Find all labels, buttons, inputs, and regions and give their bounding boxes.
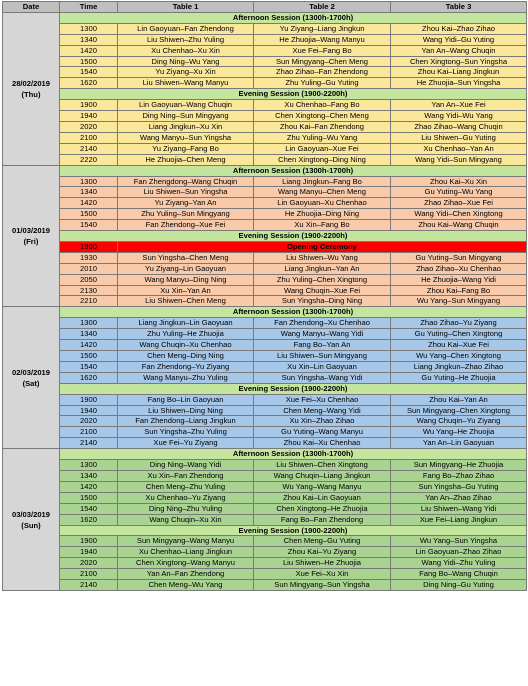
table-2-match: Sun Mingyang–Chen Meng xyxy=(254,56,391,67)
date-text: 01/03/2019 xyxy=(11,225,50,235)
table-2-match: Xu Xin–Lin Gaoyuan xyxy=(254,361,391,372)
table-3-match: Sun Mingyang–Chen Xingtong xyxy=(391,405,527,416)
table-2-match: Chen Meng–Gu Yuting xyxy=(254,536,391,547)
table-2-match: Xu Chenhao–Fang Bo xyxy=(254,100,391,111)
table-3-match: Wu Yang–He Zhuojia xyxy=(391,427,527,438)
time-cell: 1500 xyxy=(60,351,118,362)
table-3-match: Lin Gaoyuan–Zhao Zihao xyxy=(391,547,527,558)
match-row xyxy=(3,470,527,481)
table-2-match: Zhu Yuling–Chen Xingtong xyxy=(254,274,391,285)
table-2-match: Liang Jingkun–Yan An xyxy=(254,263,391,274)
session-row xyxy=(3,525,527,536)
table-1-match: Chen Xingtong–Wang Manyu xyxy=(118,558,254,569)
time-cell: 1500 xyxy=(60,492,118,503)
table-2-match: Fang Bo–Fan Zhendong xyxy=(254,514,391,525)
time-cell: 1300 xyxy=(60,460,118,471)
time-cell: 1500 xyxy=(60,56,118,67)
time-cell: 2020 xyxy=(60,121,118,132)
table-3-match: Sun Mingyang–He Zhuojia xyxy=(391,460,527,471)
time-cell: 1540 xyxy=(60,361,118,372)
table-2-match: Liang Jingkun–Fang Bo xyxy=(254,176,391,187)
header-row xyxy=(3,2,527,13)
table-1-match: Liu Shiwen–Sun Yingsha xyxy=(118,187,254,198)
table-1-match: Sun Mingyang–Wang Manyu xyxy=(118,536,254,547)
session-title: Evening Session (1900-2200h) xyxy=(60,525,527,536)
table-2-match: Chen Xingtong–Chen Meng xyxy=(254,111,391,122)
table-2-match: Liu Shiwen–He Zhuojia xyxy=(254,558,391,569)
table-1-match: Yu Ziyang–Fang Bo xyxy=(118,143,254,154)
table-2-match: Zhu Yuling–Gu Yuting xyxy=(254,78,391,89)
table-1-match: Ding Ning–Sun Mingyang xyxy=(118,111,254,122)
table-2-match: Zhou Kai–Xu Chenhao xyxy=(254,438,391,449)
table-3-match: Zhou Kai–Zhao Zihao xyxy=(391,23,527,34)
time-cell: 2220 xyxy=(60,154,118,165)
table-2-match: Chen Meng–Wang Yidi xyxy=(254,405,391,416)
time-cell: 1500 xyxy=(60,209,118,220)
time-cell: 1620 xyxy=(60,78,118,89)
table-1-match: Wang Manyu–Ding Ning xyxy=(118,274,254,285)
table-3-match: Zhou Kai–Fang Bo xyxy=(391,285,527,296)
session-title: Afternoon Session (1300h-1700h) xyxy=(60,165,527,176)
table-2-match: Xue Fei–Fang Bo xyxy=(254,45,391,56)
table-2-match: Chen Xingtong–Ding Ning xyxy=(254,154,391,165)
time-cell: 2130 xyxy=(60,285,118,296)
match-row xyxy=(3,361,527,372)
time-cell: 2020 xyxy=(60,558,118,569)
match-row xyxy=(3,340,527,351)
table-3-match: Wang Yidi–Sun Mingyang xyxy=(391,154,527,165)
weekday-text: (Fri) xyxy=(23,236,39,246)
table-1-match: Zhu Yuling–Sun Mingyang xyxy=(118,209,254,220)
session-title: Evening Session (1900-2200h) xyxy=(60,89,527,100)
table-3-match: Sun Yingsha–Gu Yuting xyxy=(391,481,527,492)
table-3-match: Wang Chuqin–Yu Ziyang xyxy=(391,416,527,427)
table-2-match: Xu Xin–Fang Bo xyxy=(254,220,391,231)
match-row xyxy=(3,34,527,45)
match-row xyxy=(3,187,527,198)
header-table-3: Table 3 xyxy=(391,2,527,13)
table-3-match: Wang Yidi–Chen Xingtong xyxy=(391,209,527,220)
table-3-match: Xu Chenhao–Yan An xyxy=(391,143,527,154)
session-row xyxy=(3,383,527,394)
table-2-match: Zhou Kai–Lin Gaoyuan xyxy=(254,492,391,503)
match-row xyxy=(3,460,527,471)
match-row xyxy=(3,438,527,449)
table-1-match: Xu Xin–Yan An xyxy=(118,285,254,296)
header-date: Date xyxy=(3,2,60,13)
table-3-match: Liu Shiwen–Wang Yidi xyxy=(391,503,527,514)
header-table-1: Table 1 xyxy=(118,2,254,13)
table-1-match: Liang Jingkun–Lin Gaoyuan xyxy=(118,318,254,329)
table-1-match: Chen Meng–Ding Ning xyxy=(118,351,254,362)
match-row xyxy=(3,241,527,252)
table-3-match: Zhou Kai–Liang Jingkun xyxy=(391,67,527,78)
table-2-match: Lin Gaoyuan–Xue Fei xyxy=(254,143,391,154)
table-2-match: Zhu Yuling–Wu Yang xyxy=(254,132,391,143)
time-cell: 1540 xyxy=(60,67,118,78)
time-cell: 1300 xyxy=(60,23,118,34)
table-3-match: Ding Ning–Gu Yuting xyxy=(391,580,527,591)
date-text: 03/03/2019 xyxy=(11,509,50,519)
table-1-match: Liu Shiwen–Wang Manyu xyxy=(118,78,254,89)
table-3-match: Yan An–Zhao Zihao xyxy=(391,492,527,503)
session-title: Afternoon Session (1300h-1700h) xyxy=(60,12,527,23)
table-3-match: Liu Shiwen–Gu Yuting xyxy=(391,132,527,143)
match-row xyxy=(3,121,527,132)
match-row xyxy=(3,580,527,591)
time-cell: 2010 xyxy=(60,263,118,274)
table-2-match: Wang Chuqin–Xue Fei xyxy=(254,285,391,296)
table-1-match: Lin Gaoyuan–Fan Zhendong xyxy=(118,23,254,34)
table-1-match: Sun Yingsha–Chen Meng xyxy=(118,252,254,263)
time-cell: 1900 xyxy=(60,100,118,111)
match-row xyxy=(3,274,527,285)
match-row xyxy=(3,176,527,187)
match-row xyxy=(3,372,527,383)
match-row xyxy=(3,285,527,296)
match-row xyxy=(3,536,527,547)
table-2-match: Wang Manyu–Wang Yidi xyxy=(254,329,391,340)
table-3-match: Wang Yidi–Wu Yang xyxy=(391,111,527,122)
session-row xyxy=(3,449,527,460)
table-2-match: Liu Shiwen–Wu Yang xyxy=(254,252,391,263)
table-1-match: Yu Ziyang–Yan An xyxy=(118,198,254,209)
time-cell: 2140 xyxy=(60,580,118,591)
schedule-body xyxy=(3,12,527,590)
table-3-match: Zhao Zihao–Yu Ziyang xyxy=(391,318,527,329)
table-2-match: Sun Yingsha–Ding Ning xyxy=(254,296,391,307)
table-3-match: Zhou Kai–Yan An xyxy=(391,394,527,405)
match-row xyxy=(3,394,527,405)
match-row xyxy=(3,329,527,340)
match-row xyxy=(3,56,527,67)
table-3-match: Zhao Zihao–Xu Chenhao xyxy=(391,263,527,274)
table-1-match: Fan Zhendong–Xue Fei xyxy=(118,220,254,231)
date-cell xyxy=(3,165,60,307)
table-1-match: Chen Meng–Zhu Yuling xyxy=(118,481,254,492)
time-cell: 1620 xyxy=(60,514,118,525)
table-3-match: Zhou Kai–Xue Fei xyxy=(391,340,527,351)
time-cell: 2100 xyxy=(60,427,118,438)
table-1-match: Ding Ning–Wu Yang xyxy=(118,56,254,67)
date-cell xyxy=(3,307,60,449)
table-1-match: Liu Shiwen–Ding Ning xyxy=(118,405,254,416)
time-cell: 1340 xyxy=(60,470,118,481)
table-3-match: Gu Yuting–He Zhuojia xyxy=(391,372,527,383)
table-2-match: Zhao Zihao–Fan Zhendong xyxy=(254,67,391,78)
match-row xyxy=(3,209,527,220)
time-cell: 1620 xyxy=(60,372,118,383)
match-row xyxy=(3,45,527,56)
table-3-match: Wu Yang–Chen Xingtong xyxy=(391,351,527,362)
table-2-match: Zhou Kai–Yu Ziyang xyxy=(254,547,391,558)
session-row xyxy=(3,12,527,23)
table-1-match: Wang Manyu–Sun Yingsha xyxy=(118,132,254,143)
table-3-match: Zhao Zihao–Wang Chuqin xyxy=(391,121,527,132)
header-time: Time xyxy=(60,2,118,13)
time-cell: 1540 xyxy=(60,503,118,514)
time-cell: 1540 xyxy=(60,220,118,231)
match-row xyxy=(3,427,527,438)
match-row xyxy=(3,558,527,569)
table-1-match: Wang Chuqin–Xu Xin xyxy=(118,514,254,525)
session-title: Afternoon Session (1300h-1700h) xyxy=(60,449,527,460)
table-1-match: Yu Ziyang–Lin Gaoyuan xyxy=(118,263,254,274)
time-cell: 1420 xyxy=(60,481,118,492)
table-3-match: Wu Yang–Sun Mingyang xyxy=(391,296,527,307)
ceremony-cell: Opening Ceremony xyxy=(118,241,527,252)
session-row xyxy=(3,231,527,242)
time-cell: 2020 xyxy=(60,416,118,427)
table-2-match: Liu Shiwen–Sun Mingyang xyxy=(254,351,391,362)
table-3-match: He Zhuojia–Sun Yingsha xyxy=(391,78,527,89)
match-row xyxy=(3,318,527,329)
match-row xyxy=(3,154,527,165)
match-row xyxy=(3,132,527,143)
match-row xyxy=(3,492,527,503)
time-cell: 1940 xyxy=(60,405,118,416)
match-row xyxy=(3,503,527,514)
table-3-match: Zhou Kai–Xu Xin xyxy=(391,176,527,187)
table-1-match: Fang Bo–Lin Gaoyuan xyxy=(118,394,254,405)
time-cell: 2050 xyxy=(60,274,118,285)
schedule-table xyxy=(2,1,527,591)
weekday-text: (Thu) xyxy=(21,89,41,99)
time-cell: 1900 xyxy=(60,536,118,547)
table-3-match: Wu Yang–Sun Yingsha xyxy=(391,536,527,547)
match-row xyxy=(3,143,527,154)
time-cell: 2140 xyxy=(60,143,118,154)
table-3-match: Yan An–Xue Fei xyxy=(391,100,527,111)
table-1-match: Yan An–Fan Zhendong xyxy=(118,569,254,580)
time-cell: 1340 xyxy=(60,34,118,45)
table-1-match: Ding Ning–Wang Yidi xyxy=(118,460,254,471)
table-1-match: Xu Chenhao–Yu Ziyang xyxy=(118,492,254,503)
table-3-match: Wang Yidi–Zhu Yuling xyxy=(391,558,527,569)
table-1-match: Xue Fei–Yu Ziyang xyxy=(118,438,254,449)
time-cell: 1900 xyxy=(60,241,118,252)
session-title: Evening Session (1900-2200h) xyxy=(60,383,527,394)
table-1-match: Zhu Yuling–He Zhuojia xyxy=(118,329,254,340)
table-2-match: Fang Bo–Yan An xyxy=(254,340,391,351)
time-cell: 1420 xyxy=(60,45,118,56)
table-2-match: Xue Fei–Xu Xin xyxy=(254,569,391,580)
time-cell: 1340 xyxy=(60,187,118,198)
date-text: 28/02/2019 xyxy=(11,78,50,88)
match-row xyxy=(3,416,527,427)
date-text: 02/03/2019 xyxy=(11,367,50,377)
match-row xyxy=(3,351,527,362)
table-1-match: Yu Ziyang–Xu Xin xyxy=(118,67,254,78)
time-cell: 1300 xyxy=(60,176,118,187)
table-3-match: Zhao Zihao–Xue Fei xyxy=(391,198,527,209)
table-3-match: Zhou Kai–Wang Chuqin xyxy=(391,220,527,231)
table-2-match: Xue Fei–Xu Chenhao xyxy=(254,394,391,405)
table-1-match: Liu Shiwen–Zhu Yuling xyxy=(118,34,254,45)
table-3-match: He Zhuojia–Wang Yidi xyxy=(391,274,527,285)
table-1-match: Xu Chenhao–Xu Xin xyxy=(118,45,254,56)
table-2-match: He Zhuojia–Ding Ning xyxy=(254,209,391,220)
table-2-match: Chen Xingtong–He Zhuojia xyxy=(254,503,391,514)
match-row xyxy=(3,514,527,525)
table-1-match: Xu Xin–Fan Zhendong xyxy=(118,470,254,481)
match-row xyxy=(3,263,527,274)
match-row xyxy=(3,569,527,580)
table-3-match: Fang Bo–Zhao Zihao xyxy=(391,470,527,481)
time-cell: 2140 xyxy=(60,438,118,449)
session-row xyxy=(3,307,527,318)
table-2-match: Lin Gaoyuan–Xu Chenhao xyxy=(254,198,391,209)
time-cell: 1940 xyxy=(60,547,118,558)
match-row xyxy=(3,220,527,231)
match-row xyxy=(3,67,527,78)
time-cell: 1300 xyxy=(60,318,118,329)
time-cell: 1420 xyxy=(60,340,118,351)
table-3-match: Gu Yuting–Sun Mingyang xyxy=(391,252,527,263)
table-1-match: Chen Meng–Wu Yang xyxy=(118,580,254,591)
table-2-match: Fan Zhendong–Xu Chenhao xyxy=(254,318,391,329)
time-cell: 1930 xyxy=(60,252,118,263)
table-3-match: Fang Bo–Wang Chuqin xyxy=(391,569,527,580)
table-2-match: Zhou Kai–Fan Zhendong xyxy=(254,121,391,132)
match-row xyxy=(3,78,527,89)
table-1-match: Fan Zhendong–Liang Jingkun xyxy=(118,416,254,427)
table-3-match: Chen Xingtong–Sun Yingsha xyxy=(391,56,527,67)
table-3-match: Gu Yuting–Wu Yang xyxy=(391,187,527,198)
match-row xyxy=(3,23,527,34)
table-2-match: Sun Yingsha–Wang Yidi xyxy=(254,372,391,383)
date-cell xyxy=(3,449,60,591)
table-2-match: He Zhuojia–Wang Manyu xyxy=(254,34,391,45)
table-3-match: Wang Yidi–Gu Yuting xyxy=(391,34,527,45)
table-1-match: Xu Chenhao–Liang Jingkun xyxy=(118,547,254,558)
weekday-text: (Sat) xyxy=(22,378,40,388)
session-row xyxy=(3,89,527,100)
table-1-match: Wang Chuqin–Xu Chenhao xyxy=(118,340,254,351)
table-2-match: Wang Chuqin–Liang Jingkun xyxy=(254,470,391,481)
table-1-match: Fan Zhendong–Yu Ziyang xyxy=(118,361,254,372)
match-row xyxy=(3,252,527,263)
session-row xyxy=(3,165,527,176)
table-1-match: Lin Gaoyuan–Wang Chuqin xyxy=(118,100,254,111)
header-table-2: Table 2 xyxy=(254,2,391,13)
time-cell: 1940 xyxy=(60,111,118,122)
table-1-match: Sun Yingsha–Zhu Yuling xyxy=(118,427,254,438)
time-cell: 1900 xyxy=(60,394,118,405)
table-2-match: Sun Mingyang–Sun Yingsha xyxy=(254,580,391,591)
table-1-match: Fan Zhengdong–Wang Chuqin xyxy=(118,176,254,187)
time-cell: 2100 xyxy=(60,569,118,580)
time-cell: 1420 xyxy=(60,198,118,209)
match-row xyxy=(3,100,527,111)
table-3-match: Yan An–Wang Chuqin xyxy=(391,45,527,56)
session-title: Afternoon Session (1300h-1700h) xyxy=(60,307,527,318)
table-1-match: He Zhuojia–Chen Meng xyxy=(118,154,254,165)
table-3-match: Gu Yuting–Chen Xingtong xyxy=(391,329,527,340)
table-2-match: Wang Manyu–Chen Meng xyxy=(254,187,391,198)
table-2-match: Gu Yuting–Wang Manyu xyxy=(254,427,391,438)
match-row xyxy=(3,296,527,307)
session-title: Evening Session (1900-2200h) xyxy=(60,231,527,242)
table-1-match: Wang Manyu–Zhu Yuling xyxy=(118,372,254,383)
table-1-match: Liu Shiwen–Chen Meng xyxy=(118,296,254,307)
match-row xyxy=(3,405,527,416)
time-cell: 2100 xyxy=(60,132,118,143)
time-cell: 2210 xyxy=(60,296,118,307)
match-row xyxy=(3,481,527,492)
match-row xyxy=(3,111,527,122)
time-cell: 1340 xyxy=(60,329,118,340)
weekday-text: (Sun) xyxy=(21,520,41,530)
table-3-match: Xue Fei–Liang Jingkun xyxy=(391,514,527,525)
table-1-match: Liang Jingkun–Xu Xin xyxy=(118,121,254,132)
table-2-match: Yu Ziyang–Liang Jingkun xyxy=(254,23,391,34)
table-2-match: Xu Xin–Zhao Zihao xyxy=(254,416,391,427)
match-row xyxy=(3,547,527,558)
table-2-match: Liu Shiwen–Chen Xingtong xyxy=(254,460,391,471)
table-3-match: Yan An–Lin Gaoyuan xyxy=(391,438,527,449)
table-1-match: Ding Ning–Zhu Yuling xyxy=(118,503,254,514)
table-3-match: Liang Jingkun–Zhao Zihao xyxy=(391,361,527,372)
date-cell xyxy=(3,12,60,165)
match-row xyxy=(3,198,527,209)
table-2-match: Wu Yang–Wang Manyu xyxy=(254,481,391,492)
